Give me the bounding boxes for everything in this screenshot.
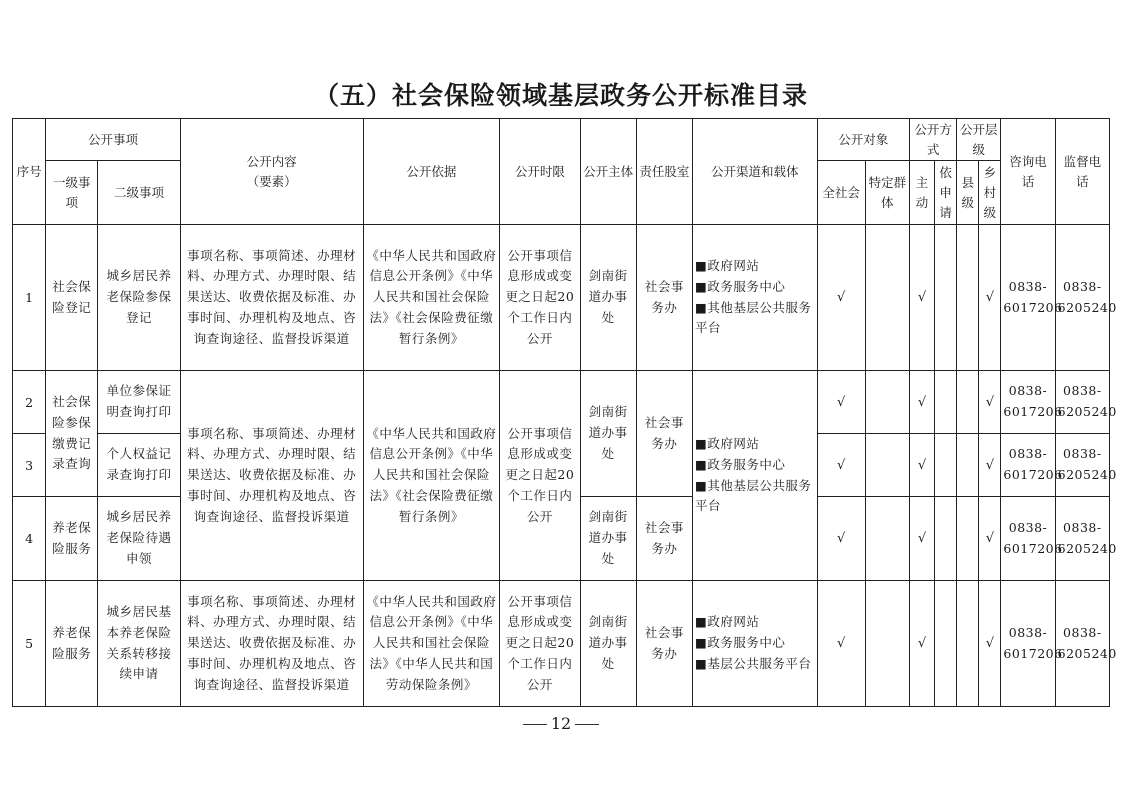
channel-item: ■基层公共服务平台 [695, 655, 812, 671]
row-consult: 0838-6017206 [1001, 497, 1055, 581]
header-mode-request: 依申请 [935, 161, 957, 225]
check-aud-special [865, 581, 909, 707]
header-seq: 序号 [13, 119, 46, 225]
check-level-county [957, 225, 979, 371]
row-basis: 《中华人民共和国政府信息公开条例》《中华人民共和国社会保险法》《中华人民共和国劳动保险条例》 [363, 581, 500, 707]
row-supervise: 0838-6205240 [1055, 497, 1109, 581]
check-level-county [957, 497, 979, 581]
check-mode-request [935, 497, 957, 581]
row-level1: 养老保险服务 [46, 497, 98, 581]
channel-item: ■政府网站 [695, 435, 760, 451]
header-supervise: 监督电话 [1055, 119, 1109, 225]
check-mode-request [935, 434, 957, 497]
row-time: 公开事项信息形成或变更之日起20个工作日内公开 [500, 581, 580, 707]
row-basis: 《中华人民共和国政府信息公开条例》《中华人民共和国社会保险法》《社会保险费征缴暂行条例》 [363, 225, 500, 371]
header-level-town: 乡村级 [979, 161, 1001, 225]
check-level-town: √ [979, 434, 1001, 497]
row-channel [693, 371, 818, 581]
row-level2: 城乡居民基本养老保险关系转移接续申请 [98, 581, 180, 707]
row-subject: 剑南街道办事处 [580, 371, 636, 497]
check-mode-active: √ [909, 581, 934, 707]
check-mode-request [935, 371, 957, 434]
check-level-town: √ [979, 497, 1001, 581]
row-dept: 社会事务办 [636, 371, 692, 497]
row-time: 公开事项信息形成或变更之日起20个工作日内公开 [500, 371, 580, 581]
check-mode-request [935, 581, 957, 707]
check-level-county [957, 434, 979, 497]
page-number-dash-right [575, 724, 599, 725]
table-row [13, 581, 1110, 707]
header-level1: 一级事项 [46, 161, 98, 225]
row-level1: 社会保险登记 [46, 225, 98, 371]
row-subject: 剑南街道办事处 [580, 225, 636, 371]
row-channel [693, 225, 818, 371]
header-level2: 二级事项 [98, 161, 180, 225]
row-dept: 社会事务办 [636, 497, 692, 581]
row-content: 事项名称、事项简述、办理材料、办理方式、办理时限、结果送达、收费依据及标准、办事时间、办理机构及地点、咨询查询途径、监督投诉渠道 [180, 581, 363, 707]
header-mode: 公开方式 [909, 119, 956, 161]
header-basis: 公开依据 [363, 119, 500, 225]
header-aud-all: 全社会 [817, 161, 865, 225]
row-seq: 1 [13, 225, 46, 371]
check-level-town: √ [979, 225, 1001, 371]
header-time: 公开时限 [500, 119, 580, 225]
row-content: 事项名称、事项简述、办理材料、办理方式、办理时限、结果送达、收费依据及标准、办事时间、办理机构及地点、咨询查询途径、监督投诉渠道 [180, 371, 363, 581]
row-subject: 剑南街道办事处 [580, 497, 636, 581]
row-dept: 社会事务办 [636, 581, 692, 707]
header-level-county: 县级 [957, 161, 979, 225]
header-mode-active: 主动 [909, 161, 934, 225]
header-item-group: 公开事项 [46, 119, 181, 161]
row-level1: 养老保险服务 [46, 581, 98, 707]
row-supervise: 0838-6205240 [1055, 371, 1109, 434]
check-aud-all: √ [817, 434, 865, 497]
check-level-town: √ [979, 371, 1001, 434]
table-row [13, 225, 1110, 371]
row-time: 公开事项信息形成或变更之日起20个工作日内公开 [500, 225, 580, 371]
check-aud-special [865, 434, 909, 497]
check-aud-all: √ [817, 497, 865, 581]
channel-item: ■政府网站 [695, 257, 760, 273]
header-channel: 公开渠道和载体 [693, 119, 818, 225]
channel-item: ■政务服务中心 [695, 635, 786, 651]
check-aud-all: √ [817, 225, 865, 371]
row-seq: 3 [13, 434, 46, 497]
check-aud-special [865, 371, 909, 434]
row-subject: 剑南街道办事处 [580, 581, 636, 707]
check-mode-request [935, 225, 957, 371]
row-level2: 城乡居民养老保险待遇申领 [98, 497, 180, 581]
header-dept: 责任股室 [636, 119, 692, 225]
page-number [0, 714, 1122, 733]
channel-item: ■政务服务中心 [695, 278, 786, 294]
row-level2: 个人权益记录查询打印 [98, 434, 180, 497]
page-number-dash-left [523, 724, 547, 725]
header-level: 公开层级 [957, 119, 1001, 161]
row-content: 事项名称、事项简述、办理材料、办理方式、办理时限、结果送达、收费依据及标准、办事时间、办理机构及地点、咨询查询途径、监督投诉渠道 [180, 225, 363, 371]
row-supervise: 0838-6205240 [1055, 225, 1109, 371]
check-aud-all: √ [817, 371, 865, 434]
check-mode-active: √ [909, 371, 934, 434]
row-level2: 单位参保证明查询打印 [98, 371, 180, 434]
check-aud-special [865, 497, 909, 581]
check-level-county [957, 371, 979, 434]
page-number-value: 12 [550, 714, 572, 733]
header-consult: 咨询电话 [1001, 119, 1055, 225]
page-title: （五）社会保险领域基层政务公开标准目录 [313, 81, 808, 110]
channel-item: ■政府网站 [695, 614, 760, 630]
check-level-county [957, 581, 979, 707]
check-level-town: √ [979, 581, 1001, 707]
header-aud-special: 特定群体 [865, 161, 909, 225]
row-supervise: 0838-6205240 [1055, 434, 1109, 497]
header-audience: 公开对象 [817, 119, 909, 161]
channel-item: ■政务服务中心 [695, 456, 786, 472]
row-level1: 社会保险参保缴费记录查询 [46, 371, 98, 497]
catalog-table [12, 118, 1117, 707]
row-consult: 0838-6017206 [1001, 225, 1055, 371]
row-level2: 城乡居民养老保险参保登记 [98, 225, 180, 371]
table-row [13, 371, 1110, 434]
row-consult: 0838-6017206 [1001, 371, 1055, 434]
check-mode-active: √ [909, 225, 934, 371]
row-consult: 0838-6017206 [1001, 434, 1055, 497]
row-seq: 5 [13, 581, 46, 707]
check-aud-special [865, 225, 909, 371]
check-mode-active: √ [909, 434, 934, 497]
row-dept: 社会事务办 [636, 225, 692, 371]
row-channel [693, 581, 818, 707]
check-mode-active: √ [909, 497, 934, 581]
row-seq: 4 [13, 497, 46, 581]
check-aud-all: √ [817, 581, 865, 707]
channel-item: ■其他基层公共服务平台 [695, 299, 812, 336]
row-consult: 0838-6017206 [1001, 581, 1055, 707]
row-basis: 《中华人民共和国政府信息公开条例》《中华人民共和国社会保险法》《社会保险费征缴暂行条例》 [363, 371, 500, 581]
row-seq: 2 [13, 371, 46, 434]
header-content: 公开内容 （要素） [180, 119, 363, 225]
channel-item: ■其他基层公共服务平台 [695, 477, 812, 514]
header-subject: 公开主体 [580, 119, 636, 225]
row-supervise: 0838-6205240 [1055, 581, 1109, 707]
